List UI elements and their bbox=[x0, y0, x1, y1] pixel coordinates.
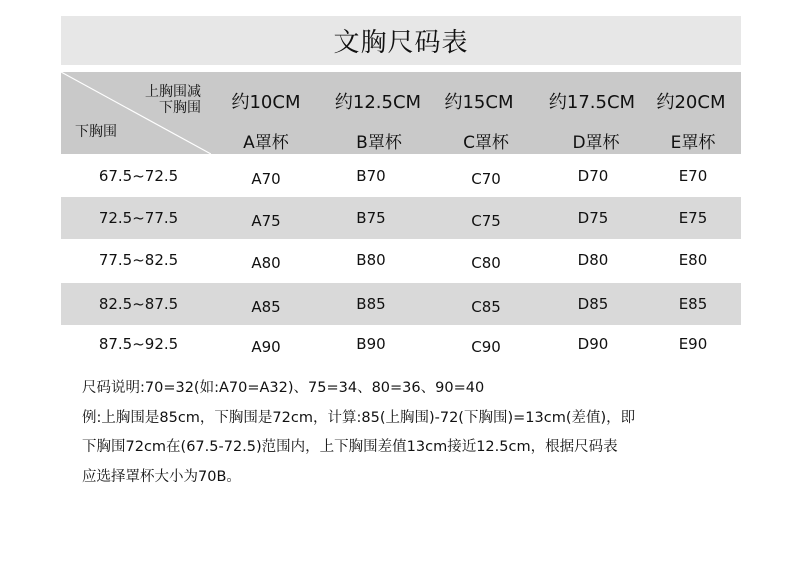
size-cell: E90 bbox=[678, 335, 708, 353]
size-cell: C80 bbox=[471, 254, 501, 272]
size-cell: D90 bbox=[577, 335, 609, 353]
note-line: 应选择罩杯大小为70B。 bbox=[82, 468, 241, 485]
size-cell: E75 bbox=[678, 209, 708, 227]
title-bar bbox=[61, 16, 741, 65]
size-cell: C70 bbox=[471, 170, 501, 188]
size-cell: D85 bbox=[577, 295, 609, 313]
table-row bbox=[61, 239, 741, 281]
header-cup-e: E罩杯 bbox=[670, 133, 716, 153]
row-range: 72.5~77.5 bbox=[98, 209, 179, 227]
corner-top-label: 上胸围减 下胸围 bbox=[145, 84, 201, 116]
header-cup-b: B罩杯 bbox=[356, 133, 402, 153]
size-cell: C85 bbox=[471, 298, 501, 316]
note-line: 例:上胸围是85cm，下胸围是72cm，计算:85(上胸围)-72(下胸围)=13cm(差值)，即 bbox=[82, 409, 636, 426]
header-cup-a: A罩杯 bbox=[243, 133, 289, 153]
page-title: 文胸尺码表 bbox=[333, 28, 469, 58]
table-header bbox=[61, 72, 741, 154]
size-cell: A75 bbox=[251, 212, 281, 230]
row-range: 82.5~87.5 bbox=[98, 295, 179, 313]
row-range: 87.5~92.5 bbox=[98, 335, 179, 353]
row-range: 67.5~72.5 bbox=[98, 167, 179, 185]
size-cell: E80 bbox=[678, 251, 708, 269]
size-cell: E85 bbox=[678, 295, 708, 313]
header-cup-c: C罩杯 bbox=[463, 133, 509, 153]
size-cell: B75 bbox=[356, 209, 386, 227]
header-diff-c: 约15CM bbox=[444, 92, 514, 113]
header-diff-a: 约10CM bbox=[231, 92, 301, 113]
size-cell: A85 bbox=[251, 298, 281, 316]
header-diff-d: 约17.5CM bbox=[548, 92, 636, 113]
size-cell: C75 bbox=[471, 212, 501, 230]
size-cell: A90 bbox=[251, 338, 281, 356]
size-cell: A80 bbox=[251, 254, 281, 272]
size-cell: D75 bbox=[577, 209, 609, 227]
header-corner-cell bbox=[61, 72, 211, 154]
table-row bbox=[61, 155, 741, 197]
size-cell: A70 bbox=[251, 170, 281, 188]
row-range: 77.5~82.5 bbox=[98, 251, 179, 269]
size-notes bbox=[82, 374, 635, 492]
table-row bbox=[61, 283, 741, 325]
corner-left-label: 下胸围 bbox=[75, 124, 117, 140]
size-cell: D80 bbox=[577, 251, 609, 269]
size-cell: B85 bbox=[356, 295, 386, 313]
header-diff-b: 约12.5CM bbox=[334, 92, 422, 113]
size-cell: B70 bbox=[356, 167, 386, 185]
size-cell: B80 bbox=[356, 251, 386, 269]
header-cup-d: D罩杯 bbox=[572, 133, 620, 153]
header-diff-e: 约20CM bbox=[656, 92, 726, 113]
table-row bbox=[61, 197, 741, 239]
size-cell: D70 bbox=[577, 167, 609, 185]
size-cell: C90 bbox=[471, 338, 501, 356]
size-cell: B90 bbox=[356, 335, 386, 353]
table-row bbox=[61, 323, 741, 365]
size-cell: E70 bbox=[678, 167, 708, 185]
note-line: 尺码说明:70=32(如:A70=A32)、75=34、80=36、90=40 bbox=[82, 380, 485, 396]
note-line: 下胸围72cm在(67.5-72.5)范围内，上下胸围差值13cm接近12.5cm，根据尺码表 bbox=[82, 439, 618, 455]
